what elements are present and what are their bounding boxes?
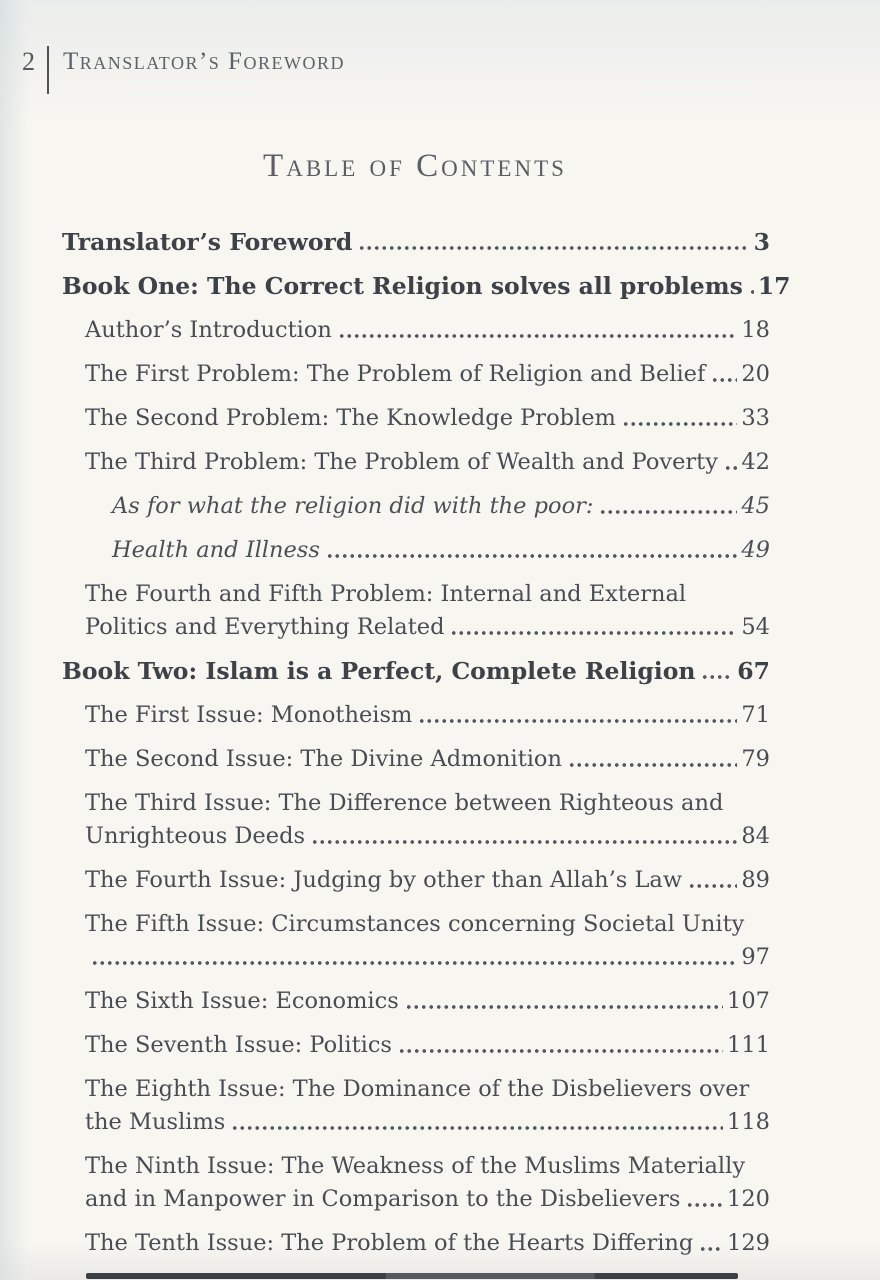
cut-off-text-line (86, 1273, 738, 1279)
toc-entry-text-line: The Fourth and Fifth Problem: Internal and External (85, 581, 687, 607)
toc-entry (62, 358, 770, 391)
dot-leader (686, 1201, 723, 1209)
dot-leader (338, 332, 737, 340)
toc-entry-text: As for what the religion did with the poor: (112, 493, 594, 519)
toc-entry (62, 1227, 770, 1260)
page-number: 67 (737, 657, 770, 685)
toc-entry-text: Book Two: Islam is a Perfect, Complete Religion (62, 657, 696, 685)
toc-entry-text-line: The Fifth Issue: Circumstances concerning Societal Unity (85, 911, 745, 937)
toc-entry-text: The Tenth Issue: The Problem of the Hearts Differing (85, 1230, 694, 1256)
dot-leader (405, 1003, 723, 1011)
dot-leader (622, 420, 738, 428)
toc-entry (62, 270, 791, 303)
toc-entry (62, 985, 770, 1018)
page-number: 3 (753, 228, 770, 256)
page-number: 79 (741, 746, 770, 772)
toc-entry (62, 743, 770, 776)
toc-entry (62, 314, 770, 347)
page-number: 120 (727, 1186, 770, 1212)
dot-leader (711, 376, 737, 384)
toc-entry-text-line: The Ninth Issue: The Weakness of the Muslims Materially (85, 1153, 746, 1179)
toc-entry-text: The Fourth Issue: Judging by other than Allah’s Law (85, 867, 683, 893)
dot-leader (688, 882, 737, 890)
page-number: 118 (727, 1109, 770, 1135)
toc-entry (62, 1150, 770, 1216)
dot-leader (326, 552, 737, 560)
toc-entry (62, 908, 770, 974)
dot-leader (699, 1245, 723, 1253)
dot-leader (701, 673, 733, 681)
toc-entry (62, 699, 770, 732)
page-number: 17 (757, 272, 791, 300)
toc-entry (62, 446, 770, 479)
toc-entry-text: Unrighteous Deeds (85, 823, 306, 849)
toc-entry (62, 534, 770, 567)
dot-leader (231, 1124, 723, 1132)
page-number: 129 (727, 1230, 770, 1256)
toc-entry (62, 402, 770, 435)
dot-leader (91, 959, 737, 967)
toc-entry-text: The Second Problem: The Knowledge Problem (85, 405, 616, 431)
dot-leader (398, 1047, 723, 1055)
toc-entry (62, 864, 770, 897)
toc-entry (62, 655, 770, 688)
dot-leader (450, 629, 737, 637)
page-number: 107 (727, 988, 770, 1014)
page-number: 54 (741, 614, 770, 640)
page-number: 89 (741, 867, 770, 893)
page-number: 45 (741, 493, 770, 519)
toc-entry-text: Health and Illness (112, 537, 320, 563)
header-page-number: 2 (22, 47, 35, 76)
toc-entry-text: and in Manpower in Comparison to the Disbelievers (85, 1186, 681, 1212)
toc-entry-text: The First Problem: The Problem of Religion and Belief (85, 361, 706, 387)
page-header (22, 46, 345, 94)
toc-list (62, 226, 791, 1271)
toc-entry (62, 578, 770, 644)
dot-leader (311, 838, 737, 846)
page-number: 111 (727, 1032, 770, 1058)
page-number: 49 (741, 537, 770, 563)
toc-entry-text: The First Issue: Monotheism (85, 702, 413, 728)
dot-leader (418, 717, 737, 725)
toc-entry-text: Politics and Everything Related (85, 614, 445, 640)
toc-entry (62, 787, 770, 853)
toc-entry-text-line: The Eighth Issue: The Dominance of the Disbelievers over (85, 1076, 750, 1102)
toc-entry (62, 1029, 770, 1062)
toc-entry-text: The Second Issue: The Divine Admonition (85, 746, 562, 772)
page-number: 97 (741, 944, 770, 970)
dot-leader (568, 761, 737, 769)
dot-leader (358, 244, 749, 252)
toc-entry (62, 1073, 770, 1139)
page-number: 33 (741, 405, 770, 431)
page-number: 18 (741, 317, 770, 343)
toc-entry (62, 490, 770, 523)
page-number: 20 (741, 361, 770, 387)
toc-entry-text: Book One: The Correct Religion solves all problems (62, 272, 743, 300)
dot-leader (749, 288, 754, 296)
dot-leader (599, 508, 737, 516)
toc-entry-text: the Muslims (85, 1109, 226, 1135)
dot-leader (724, 464, 737, 472)
toc-entry-text: The Third Problem: The Problem of Wealth and Poverty (85, 449, 718, 475)
toc-entry-text: Translator’s Foreword (62, 228, 353, 256)
page-number: 71 (741, 702, 770, 728)
toc-entry-text: Author’s Introduction (85, 317, 332, 343)
toc-entry-text: The Sixth Issue: Economics (85, 988, 399, 1014)
toc-entry-text-line: The Third Issue: The Difference between Righteous and (85, 790, 724, 816)
toc-entry-text: The Seventh Issue: Politics (85, 1032, 392, 1058)
page-title: Table of Contents (263, 148, 567, 184)
page-number: 84 (741, 823, 770, 849)
toc-entry (62, 226, 770, 259)
header-divider (47, 46, 49, 94)
running-title: Translator’s Foreword (63, 48, 345, 75)
page-number: 42 (741, 449, 770, 475)
